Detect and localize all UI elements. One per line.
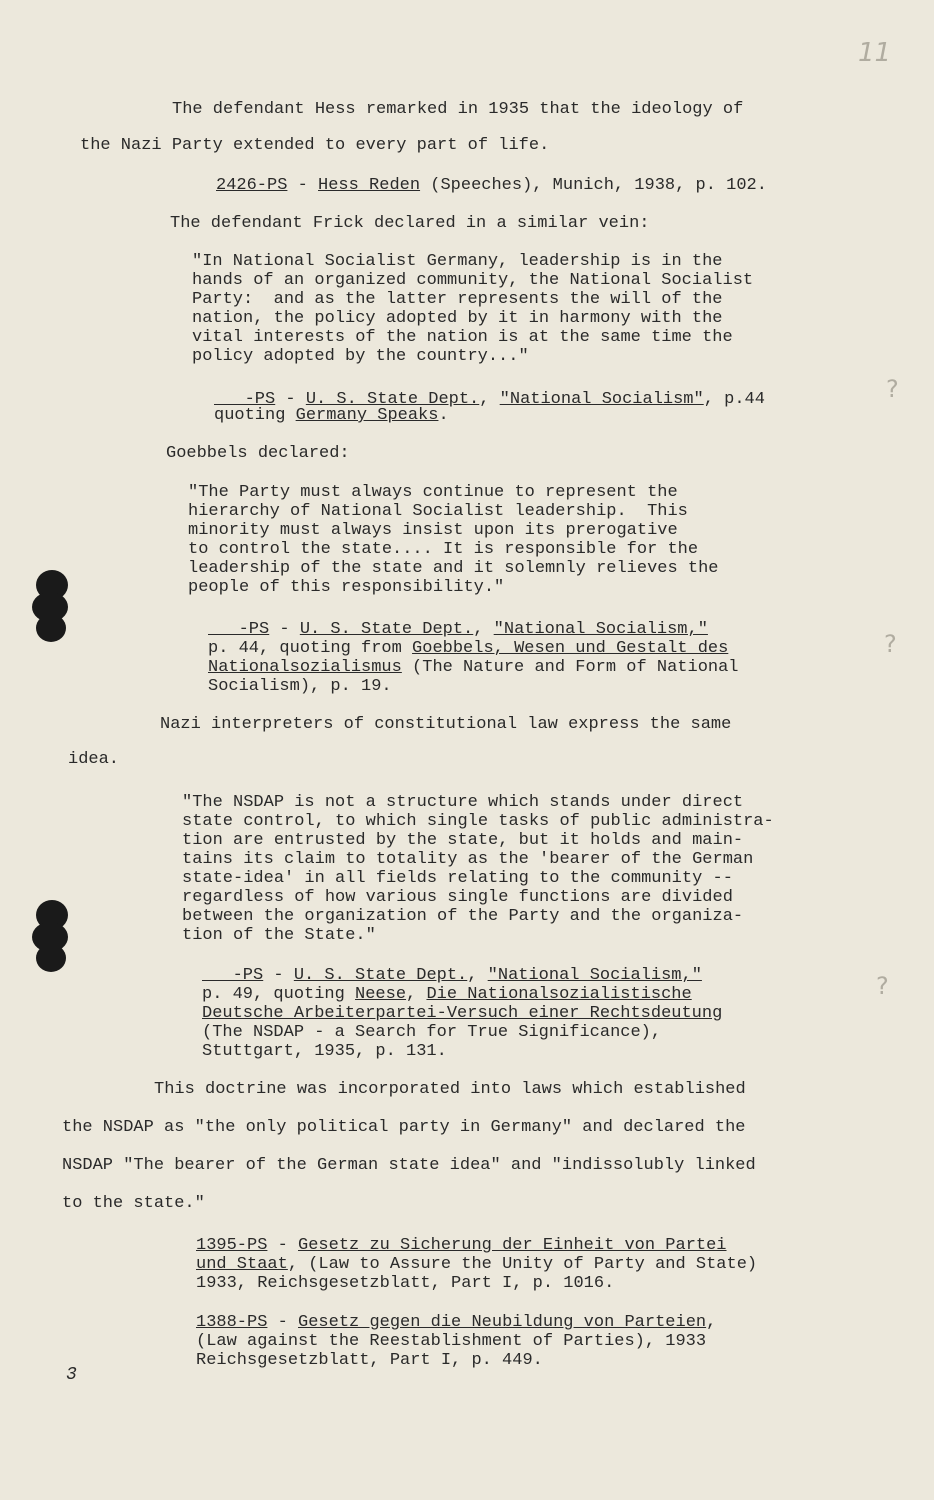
citation-title: Nationalsozialismus [208,658,402,677]
citation-line [196,1313,716,1332]
citation-line [202,966,702,985]
citation-title: Gesetz zu Sicherung der Einheit von Partei [298,1236,727,1255]
citation-text: p. 49, quoting [202,985,356,1004]
margin-question-mark: ? [886,375,899,403]
quote-line: "The NSDAP is not a structure which stands under direct [182,793,744,812]
citation-line: (Law against the Reestablishment of Parties), 1933 [196,1332,707,1351]
citation-sep: , [473,620,494,639]
citation-line: Deutsche Arbeiterpartei-Versuch einer Rechtsdeutung [202,1004,723,1023]
citation-ref: -PS [214,390,276,409]
citation-sep: - [287,176,319,195]
quote-line: tion are entrusted by the state, but it holds and main- [182,831,744,850]
citation-title: Germany Speaks [295,406,439,425]
citation-line [208,658,739,677]
citation-text: p. 44, quoting from [208,639,413,658]
citation-source: U. S. State Dept. [299,620,474,639]
quote-line: state-idea' in all fields relating to the community -- [182,869,733,888]
binder-hole [36,944,66,972]
citation-sep: - [275,390,306,409]
citation-line [196,1255,757,1274]
quote-line: tion of the State." [182,926,376,945]
citation-text: quoting [214,406,296,425]
quote-line: nation, the policy adopted by it in harmony with the [192,309,723,328]
citation-rest: (Speeches), Munich, 1938, p. 102. [420,176,767,195]
citation-line: (The NSDAP - a Search for True Significance), [202,1023,662,1042]
paragraph-line: to the state." [62,1194,205,1213]
citation-line [208,620,708,639]
citation-source: U. S. State Dept. [293,966,468,985]
citation-ref: 1388-PS [196,1313,268,1332]
citation-author: Neese [355,985,407,1004]
citation-line [208,639,728,658]
citation-ref: 2426-PS [216,176,288,195]
quote-line: "In National Socialist Germany, leadership is in the [192,252,723,271]
quote-line: "The Party must always continue to represent the [188,483,678,502]
citation-title: und Staat [196,1255,288,1274]
citation-line: Socialism), p. 19. [208,677,392,696]
citation-sep: - [267,1236,299,1255]
quote-line: leadership of the state and it solemnly relieves the [188,559,719,578]
citation-rest: , p.44 [703,390,765,409]
paragraph-line: Nazi interpreters of constitutional law express the same [160,715,732,734]
citation-sep: , [479,390,500,409]
paragraph-line: The defendant Hess remarked in 1935 that the ideology of [172,100,744,119]
quote-line: policy adopted by the country..." [192,347,529,366]
citation-title: "National Socialism" [499,390,704,409]
corner-pencil-mark: 11 [858,38,892,68]
quote-line: hands of an organized community, the National Socialist [192,271,754,290]
quote-line: Party: and as the latter represents the will of the [192,290,723,309]
citation-line: Reichsgesetzblatt, Part I, p. 449. [196,1351,543,1370]
citation-line [196,1236,727,1255]
citation-title: Die Nationalsozialistische [426,985,692,1004]
citation-title: "National Socialism," [487,966,702,985]
citation-line [216,176,767,195]
quote-line: vital interests of the nation is at the same time the [192,328,733,347]
citation-ref: -PS [208,620,270,639]
paragraph-line: This doctrine was incorporated into laws which established [154,1080,746,1099]
paragraph-line: the NSDAP as "the only political party in Germany" and declared the [62,1118,746,1137]
citation-text: (The Nature and Form of National [401,658,739,677]
citation-sep: - [263,966,294,985]
citation-title: Hess Reden [318,176,421,195]
paragraph-line: Goebbels declared: [166,444,350,463]
citation-sep: - [267,1313,299,1332]
citation-line: 1933, Reichsgesetzblatt, Part I, p. 1016. [196,1274,615,1293]
margin-question-mark: ? [876,972,889,1000]
citation-line: Stuttgart, 1935, p. 131. [202,1042,447,1061]
quote-line: to control the state.... It is responsible for the [188,540,699,559]
citation-line [202,985,692,1004]
quote-line: people of this responsibility." [188,578,505,597]
citation-text: , [406,985,427,1004]
binder-hole [36,614,66,642]
citation-ref: -PS [202,966,264,985]
citation-ref: 1395-PS [196,1236,268,1255]
paragraph-line: NSDAP "The bearer of the German state idea" and "indissolubly linked [62,1156,756,1175]
paragraph-line: the Nazi Party extended to every part of life. [80,136,550,155]
quote-line: state control, to which single tasks of public administra- [182,812,774,831]
citation-sep: , [467,966,488,985]
paragraph-line: The defendant Frick declared in a similar vein: [170,214,650,233]
quote-line: hierarchy of National Socialist leadership. This [188,502,688,521]
paragraph-line: idea. [68,750,120,769]
quote-line: between the organization of the Party and the organiza- [182,907,744,926]
quote-line: tains its claim to totality as the 'bearer of the German [182,850,754,869]
citation-title: "National Socialism," [493,620,708,639]
page-number: 3 [66,1365,77,1385]
citation-title: Gesetz gegen die Neubildung von Parteien [298,1313,707,1332]
citation-sep: - [269,620,300,639]
quote-line: regardless of how various single functions are divided [182,888,733,907]
citation-text: , (Law to Assure the Unity of Party and State) [287,1255,758,1274]
citation-line [214,406,449,425]
margin-question-mark: ? [884,630,897,658]
quote-line: minority must always insist upon its prerogative [188,521,678,540]
citation-title: Goebbels, Wesen und Gestalt des [412,639,729,658]
citation-text: , [706,1313,717,1332]
citation-source: U. S. State Dept. [305,390,480,409]
citation-text: . [438,406,449,425]
